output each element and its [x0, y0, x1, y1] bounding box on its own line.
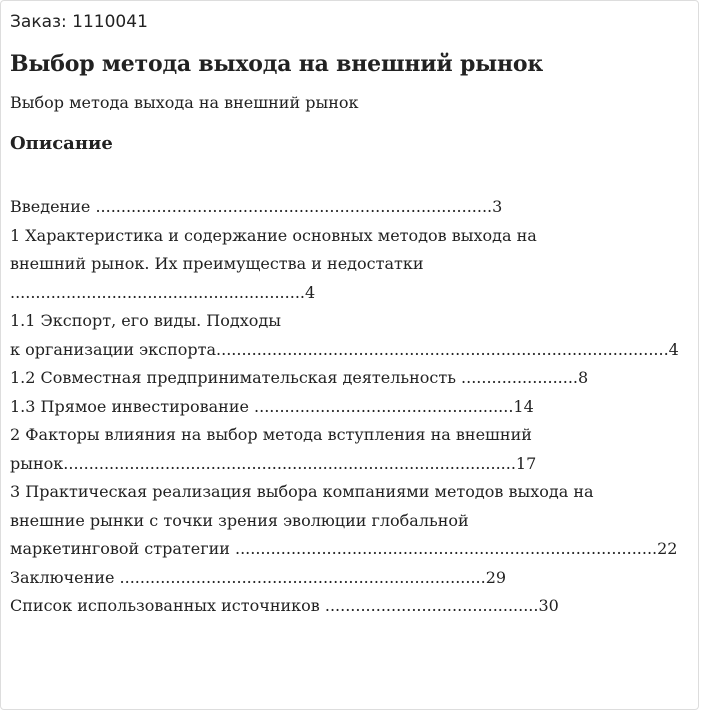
- table-of-contents: [10, 193, 690, 621]
- order-number: Заказ: 1110041: [10, 12, 148, 32]
- toc-line: маркетинговой стратегии ...................................................................................22: [10, 539, 678, 558]
- toc-line: 1.3 Прямое инвестирование ...................................................14: [10, 396, 534, 416]
- toc-line: внешние рынки с точки зрения эволюции глобальной: [10, 510, 469, 530]
- toc-line: 2 Факторы влияния на выбор метода вступления на внешний: [10, 425, 532, 444]
- toc-line: рынок.........................................................................................17: [10, 453, 537, 473]
- toc-line: 1 Характеристика и содержание основных методов выхода на: [10, 225, 537, 245]
- toc-line: 3 Практическая реализация выбора компаниями методов выхода на: [10, 482, 594, 501]
- toc-line: 1.1 Экспорт, его виды. Подходы: [10, 311, 281, 330]
- page-title: Выбор метода выхода на внешний рынок: [10, 51, 544, 77]
- toc-line: внешний рынок. Их преимущества и недостатки: [10, 254, 424, 273]
- toc-line: ..........................................................4: [10, 282, 316, 302]
- toc-line: Заключение ........................................................................29: [10, 567, 507, 587]
- toc-line: 1.2 Совместная предпринимательская деятельность .......................8: [10, 368, 589, 387]
- toc-line: Список использованных источников ..........................................30: [10, 596, 559, 615]
- toc-line: к организации экспорта.........................................................................................4: [10, 339, 679, 359]
- description-heading: Описание: [10, 133, 113, 154]
- toc-line: Введение ..............................................................................3: [10, 197, 503, 216]
- page-subtitle: Выбор метода выхода на внешний рынок: [10, 93, 359, 112]
